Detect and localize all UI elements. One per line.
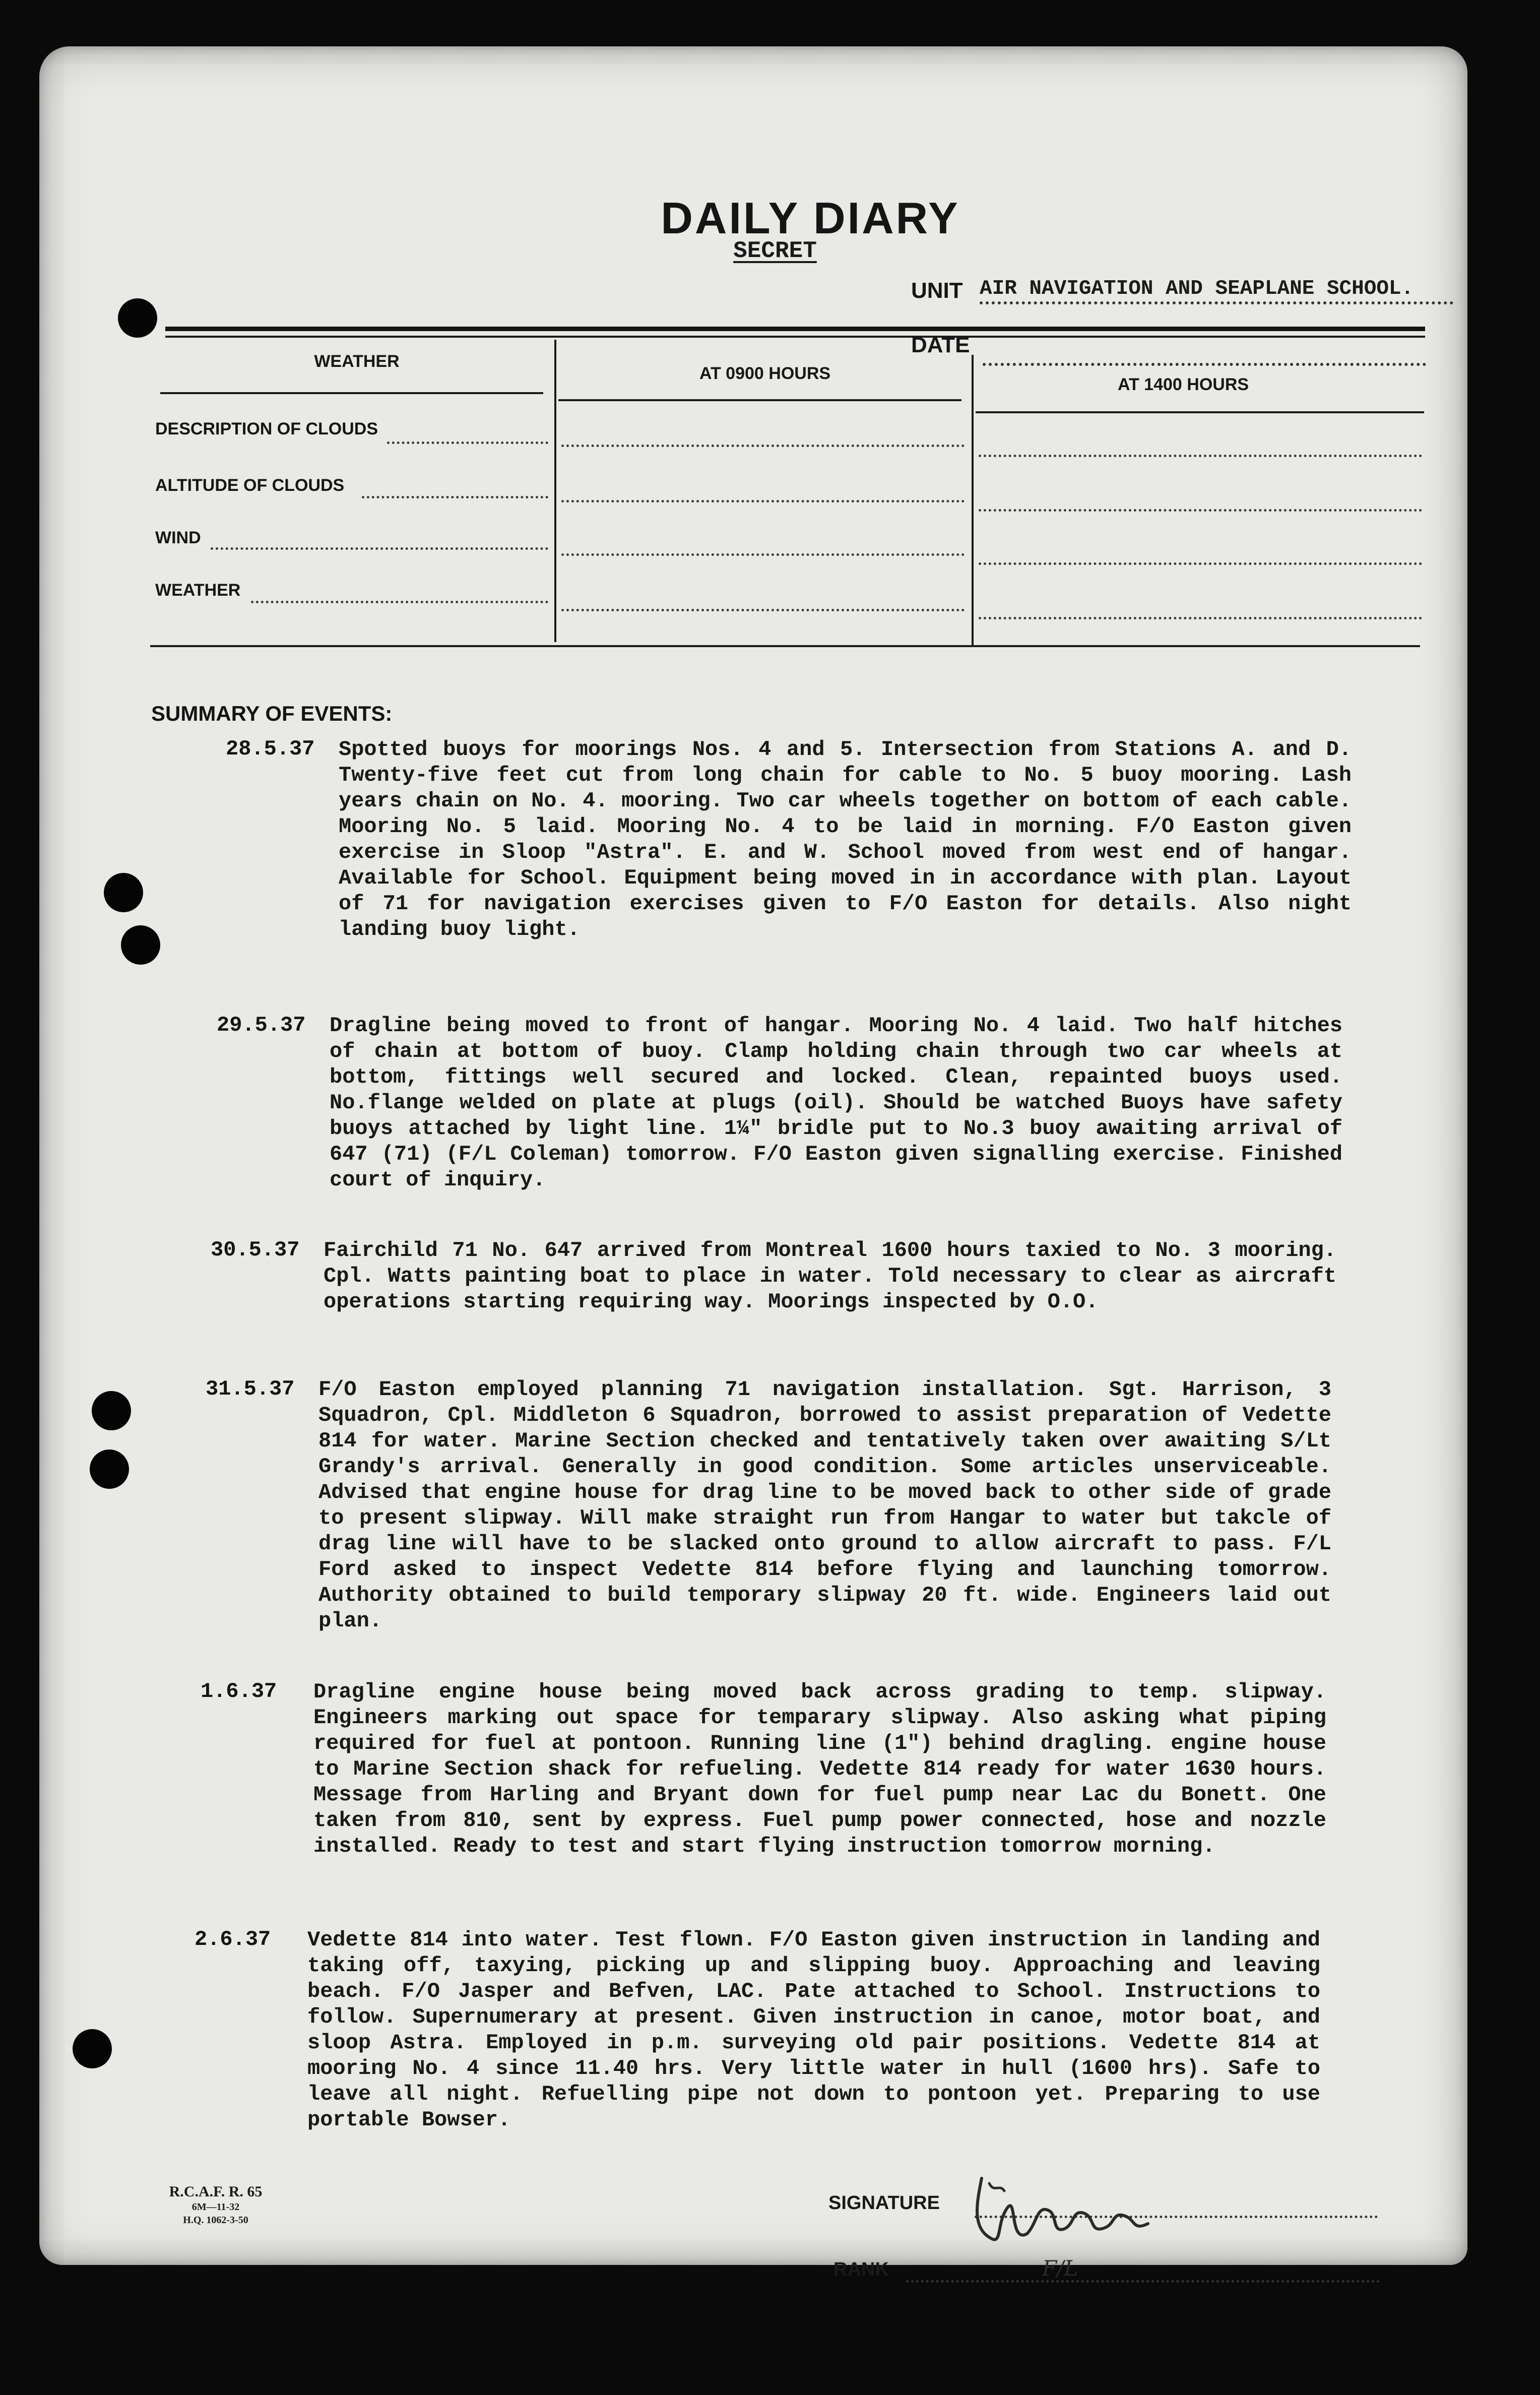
entry-date: 29.5.37	[217, 1013, 306, 1037]
summary-heading: SUMMARY OF EVENTS:	[151, 702, 393, 725]
table-column-divider	[972, 355, 974, 647]
binder-hole	[92, 1391, 131, 1430]
page-title: DAILY DIARY	[661, 193, 960, 243]
row-label-description-of-clouds: DESCRIPTION OF CLOUDS	[155, 419, 378, 438]
binder-hole	[90, 1449, 129, 1489]
entry-date: 28.5.37	[226, 737, 315, 761]
binder-hole	[73, 2029, 112, 2068]
table-rule	[165, 336, 1425, 338]
table-top-rule	[165, 327, 1425, 331]
column-header-weather: WEATHER	[314, 352, 400, 371]
row-dots	[979, 617, 1422, 619]
diary-sheet	[39, 46, 1467, 2281]
form-code-hq: H.Q. 1062-3-50	[183, 2215, 248, 2226]
form-code-number: R.C.A.F. R. 65	[169, 2183, 263, 2200]
form-code-print: 6M—11-32	[191, 2201, 240, 2213]
row-dots	[561, 500, 965, 502]
table-rule	[558, 399, 961, 401]
handwritten-signature	[961, 2163, 1163, 2264]
date-field	[983, 363, 1426, 366]
row-dots	[251, 601, 548, 603]
entry-text: Spotted buoys for moorings Nos. 4 and 5. Intersection from Stations A. and D. Twenty-five feet cut from long chain for cable to No. 5 buoy mooring. Lash years chain on No. 4. mooring. Two car wheels together on bottom of each cable. Mooring No. 5 laid. Mooring No. 4 to be laid in morning. F/O Easton given exercise in Sloop "Astra". E. and W. School moved from west end of hangar. Available for School. Equipment being moved in in accordance with plan. Layout of 71 for navigation exercises given to F/O Easton for details. Also night landing buoy light.	[339, 737, 1352, 941]
rank-line	[906, 2280, 1380, 2283]
row-dots	[362, 496, 548, 498]
row-dots	[561, 553, 965, 556]
table-rule	[160, 392, 543, 394]
binder-hole	[104, 873, 143, 912]
table-column-divider	[554, 340, 556, 642]
column-header-1400: AT 1400 HOURS	[1117, 375, 1249, 394]
row-dots	[211, 547, 548, 550]
table-bottom-rule	[150, 645, 1420, 647]
entry-date: 2.6.37	[195, 1927, 271, 1951]
entry-date: 31.5.37	[206, 1377, 295, 1401]
row-dots	[561, 609, 965, 611]
entry-text: F/O Easton employed planning 71 navigation installation. Sgt. Harrison, 3 Squadron, Cpl. Middleton 6 Squadron, borrowed to assist preparation of Vedette 814 for water. Marine Section checked and tentatively taken over awaiting S/Lt Grandy's arrival. Generally in good condition. Some articles unserviceable. Advised that engine house for drag line to be moved back to other side of grade to present slipway. Will make straight run from Hangar to water but takcle of drag line will have to be slacked onto ground to allow aircraft to pass. F/L Ford asked to inspect Vedette 814 before flying and launching tomorrow. Authority obtained to build temporary slipway 20 ft. wide. Engineers laid out plan.	[318, 1377, 1331, 1633]
rank-label: RANK	[833, 2259, 889, 2280]
binder-hole	[118, 298, 157, 338]
entry-date: 1.6.37	[201, 1679, 277, 1704]
rank-value: F/L	[1042, 2256, 1078, 2281]
row-label-wind: WIND	[155, 528, 201, 547]
entry-text: Dragline being moved to front of hangar. Mooring No. 4 laid. Two half hitches of chain at bottom of buoy. Clamp holding chain through two car wheels at bottom, fittings well secured and locked. Clean, repainted buoys used. No.flange welded on plate at plugs (oil). Should be watched Buoys have safety buoys attached by light line. 1¼" bridle put to No.3 buoy awaiting arrival of 647 (71) (F/L Coleman) tomorrow. F/O Easton given signalling exercise. Finished court of inquiry.	[330, 1014, 1342, 1192]
signature-label: SIGNATURE	[828, 2192, 940, 2214]
binder-hole	[121, 925, 160, 965]
form-code	[140, 2183, 291, 2227]
entry-text: Vedette 814 into water. Test flown. F/O Easton given instruction in landing and taking off, taxying, picking up and slipping buoy. Approaching and leaving beach. F/O Jasper and Befven, LAC. Pate attached to School. Instructions to follow. Supernumerary at present. Given instruction in canoe, motor boat, and sloop Astra. Employed in p.m. surveying old pair positions. Vedette 814 at mooring No. 4 since 11.40 hrs. Very little water in hull (1600 hrs). Safe to leave all night. Refuelling pipe not down to pontoon yet. Preparing to use portable Bowser.	[307, 1928, 1320, 2132]
row-dots	[979, 562, 1422, 565]
row-dots	[561, 445, 965, 447]
row-dots	[387, 442, 548, 444]
entry-text: Dragline engine house being moved back across grading to temp. slipway. Engineers marking out space for temparary slipway. Also asking what piping required for fuel at pontoon. Running line (1") behind dragling. engine house to Marine Section shack for refueling. Vedette 814 ready for water 1630 hours. Message from Harling and Bryant down for fuel pump near Lac du Bonett. One taken from 810, sent by express. Fuel pump power connected, hose and nozzle installed. Ready to test and start flying instruction tomorrow morning.	[313, 1680, 1326, 1858]
table-rule	[976, 411, 1424, 413]
unit-value: AIR NAVIGATION AND SEAPLANE SCHOOL.	[980, 277, 1453, 304]
column-header-0900: AT 0900 HOURS	[699, 364, 831, 383]
entry-text: Fairchild 71 No. 647 arrived from Montreal 1600 hours taxied to No. 3 mooring. Cpl. Watts painting boat to place in water. Told necessary to clear as aircraft operations starting requiring way. Moorings inspected by O.O.	[324, 1238, 1336, 1314]
entry-date: 30.5.37	[211, 1238, 300, 1262]
row-dots	[979, 509, 1422, 512]
row-label-altitude-of-clouds: ALTITUDE OF CLOUDS	[155, 476, 345, 495]
classification-stamp: SECRET	[733, 238, 817, 264]
row-dots	[979, 455, 1422, 457]
row-label-weather: WEATHER	[155, 581, 241, 600]
unit-label: UNIT	[911, 278, 963, 303]
date-label: DATE	[911, 333, 970, 357]
